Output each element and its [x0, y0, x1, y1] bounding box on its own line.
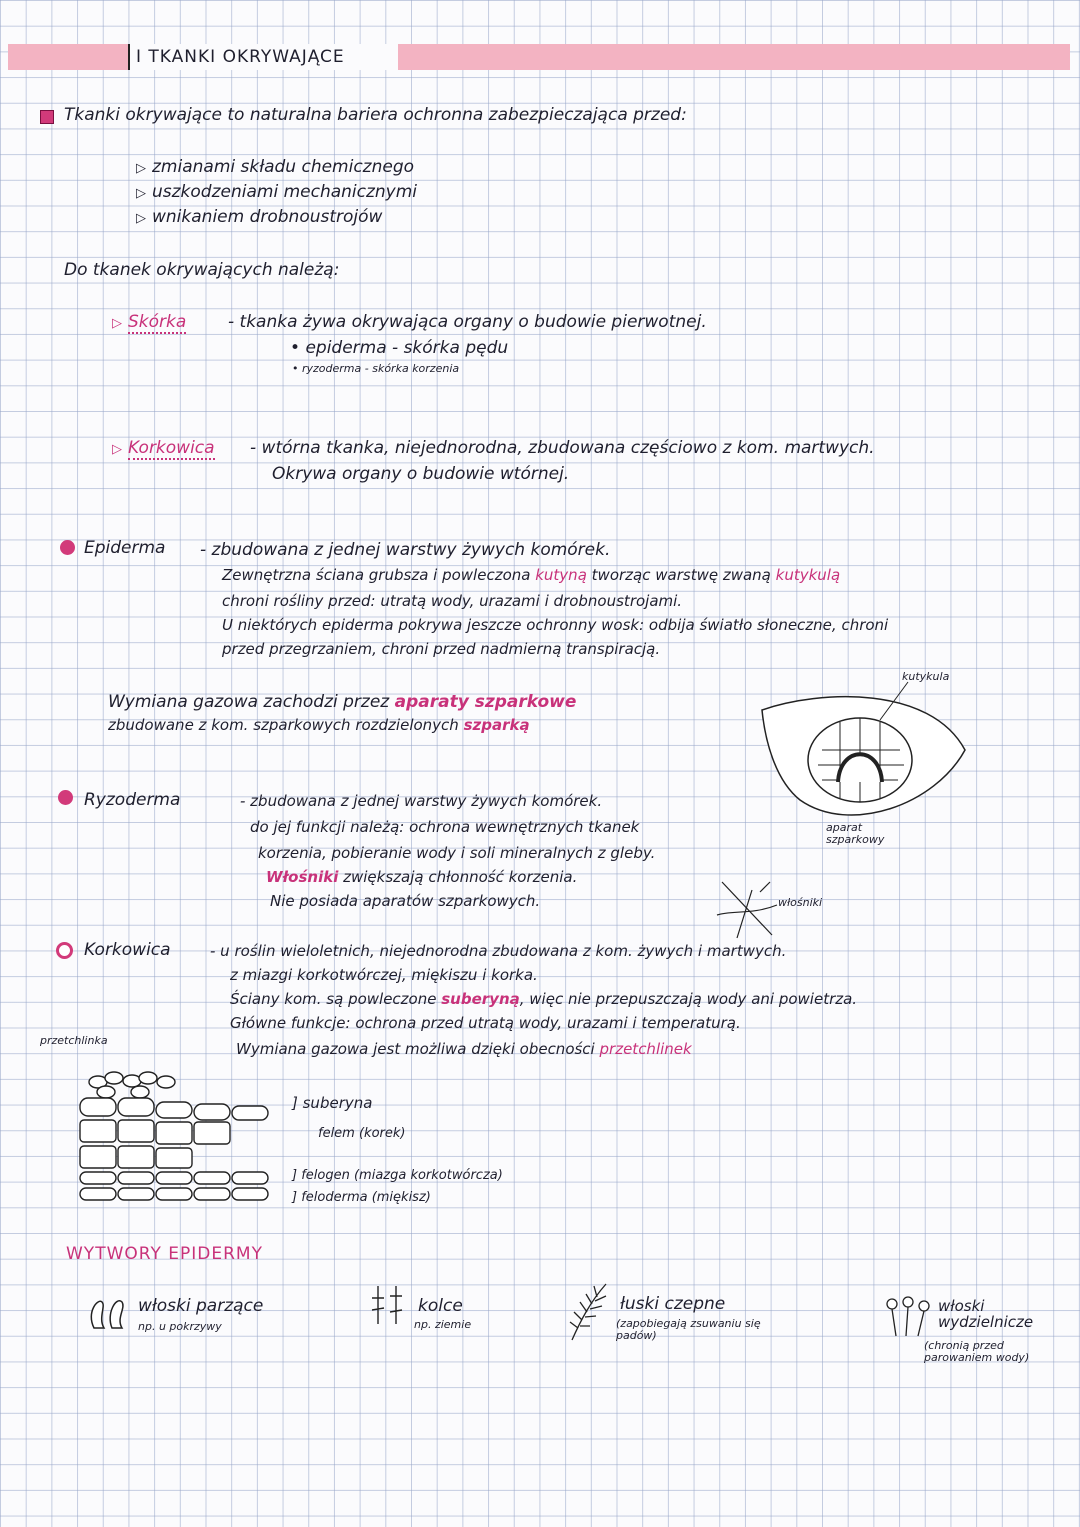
korkowica-line-4: Główne funkcje: ochrona przed utratą wody, urazami i temperaturą.	[230, 1014, 741, 1032]
glandular-hairs-icon	[884, 1296, 934, 1338]
intro-lead: Tkanki okrywające to naturalna bariera ochronna zabezpieczająca przed:	[64, 105, 687, 125]
przetchlinka-label: przetchlinka	[40, 1034, 108, 1047]
kutyna-term: kutyną	[535, 566, 587, 584]
korkowica-heading: Korkowica	[84, 940, 171, 960]
wytwory-note-3: (zapobiegają zsuwaniu się padów)	[616, 1317, 761, 1342]
wytwory-item-1: włoski parzące	[138, 1296, 264, 1316]
cork-diagram	[78, 1072, 298, 1212]
felem-layer	[80, 1120, 230, 1168]
wlosniki-label: włośniki	[778, 896, 823, 909]
epiderma-line-4: U niektórych epiderma pokrywa jeszcze ochronny wosk: odbija światło słoneczne, chroni	[222, 616, 889, 634]
belongs-lead: Do tkanek okrywających należą:	[64, 260, 340, 280]
skorka-sub-1: • epiderma - skórka pędu	[290, 338, 509, 358]
aparaty-szparkowe-term: aparaty szparkowe	[394, 692, 577, 712]
page-title: I TKANKI OKRYWAJĄCE	[136, 47, 345, 67]
ryzoderma-line-3: korzenia, pobieranie wody i soli mineralnych z gleby.	[258, 844, 656, 862]
intro-item-1: ▷ zmianami składu chemicznego	[136, 157, 414, 177]
feloderma-label: ] feloderma (miękisz)	[292, 1190, 431, 1205]
korkowica-def-2: Okrywa organy o budowie wtórnej.	[272, 464, 570, 484]
intro-item-2: ▷ uszkodzeniami mechanicznymi	[136, 182, 417, 202]
skorka-sub-2-text: ryzoderma - skórka korzenia	[302, 362, 460, 375]
ryzoderma-line-5: Nie posiada aparatów szparkowych.	[270, 892, 541, 910]
clinging-scales-icon	[566, 1282, 612, 1342]
epiderma-line-5: przed przegrzaniem, chroni przed nadmierną transpiracją.	[222, 640, 661, 658]
korkowica-line-1: - u roślin wieloletnich, niejednorodna zbudowana z kom. żywych i martwych.	[210, 942, 787, 960]
korkowica-line-5a: Wymiana gazowa jest możliwa dzięki obecności	[236, 1040, 595, 1058]
wlosniki-term: Włośniki	[266, 868, 339, 886]
ryzoderma-line-1: - zbudowana z jednej warstwy żywych komórek.	[240, 792, 603, 810]
skorka-term	[112, 312, 186, 332]
epiderma-line-3: chroni rośliny przed: utratą wody, urazami i drobnoustrojami.	[222, 592, 683, 610]
wytwory-item-3: łuski czepne	[620, 1294, 726, 1314]
wytwory-note-1: np. u pokrzywy	[138, 1320, 222, 1333]
korkowica-line-3c: , więc nie przepuszczają wody ani powietrza.	[519, 990, 858, 1008]
ryzoderma-bullet-icon	[58, 790, 73, 805]
korkowica-line-2: z miazgi korkotwórczej, miękiszu i korka.	[230, 966, 538, 984]
ryzoderma-heading: Ryzoderma	[84, 790, 181, 810]
gas-exchange-2a: zbudowane z kom. szparkowych rozdzielonych	[108, 716, 459, 734]
epiderma-bullet-icon	[60, 540, 75, 555]
ryzoderma-line-4	[266, 868, 577, 886]
suberyna-layer	[80, 1098, 268, 1120]
gas-exchange-line-2	[108, 716, 530, 734]
kutykula-term: kutykulą	[775, 566, 841, 584]
suberyna-label: ] suberyna	[292, 1094, 373, 1112]
skorka-term-text: Skórka	[128, 312, 187, 332]
intro-item-3: ▷ wnikaniem drobnoustrojów	[136, 207, 382, 227]
skorka-sub-2: • ryzoderma - skórka korzenia	[292, 362, 460, 375]
korkowica-term	[112, 438, 215, 458]
lenticel-cells	[89, 1072, 175, 1098]
korkowica-term-text: Korkowica	[128, 438, 215, 458]
szparka-term: szparką	[463, 716, 530, 734]
korkowica-line-3	[230, 990, 857, 1008]
epiderma-line-2a: Zewnętrzna ściana grubsza i powleczona	[222, 566, 531, 584]
kutykula-label: kutykula	[902, 670, 950, 683]
epiderma-line-1: - zbudowana z jednej warstwy żywych komórek.	[200, 540, 611, 560]
suberyna-term: suberyną	[441, 990, 520, 1008]
stinging-hairs-icon	[84, 1292, 140, 1332]
epiderma-heading: Epiderma	[84, 538, 166, 558]
gas-exchange-line-1	[108, 692, 576, 712]
wytwory-item-4: włoski wydzielnicze	[938, 1297, 1034, 1331]
wytwory-note-4: (chronią przed parowaniem wody)	[924, 1339, 1030, 1364]
ryzoderma-line-4b: zwiększają chłonność korzenia.	[343, 868, 578, 886]
gas-exchange-1a: Wymiana gazowa zachodzi przez	[108, 692, 390, 712]
square-bullet-icon	[40, 110, 54, 124]
ryzoderma-line-2: do jej funkcji należą: ochrona wewnętrznych tkanek	[250, 818, 640, 836]
stomata-diagram	[760, 690, 970, 830]
wytwory-note-2: np. ziemie	[414, 1318, 472, 1331]
root-hairs-drawing	[712, 880, 782, 940]
korkowica-line-3a: Ściany kom. są powleczone	[230, 990, 437, 1008]
skorka-sub-1-text: epiderma - skórka pędu	[305, 338, 509, 358]
feloderma-layer	[80, 1188, 268, 1200]
aparat-label: aparat szparkowy	[826, 821, 885, 846]
thorns-icon	[370, 1284, 406, 1326]
epiderma-line-2	[222, 566, 840, 584]
skorka-def: - tkanka żywa okrywająca organy o budowie pierwotnej.	[228, 312, 707, 332]
felogen-layer	[80, 1172, 268, 1184]
przetchlinek-term: przetchlinek	[599, 1040, 692, 1058]
felem-label: felem (korek)	[318, 1126, 406, 1141]
korkowica-line-5	[236, 1040, 692, 1058]
epiderma-line-2c: tworząc warstwę zwaną	[591, 566, 771, 584]
korkowica-def: - wtórna tkanka, niejednorodna, zbudowana częściowo z kom. martwych.	[250, 438, 875, 458]
felogen-label: ] felogen (miazga korkotwórcza)	[292, 1168, 503, 1183]
wytwory-item-2: kolce	[418, 1296, 463, 1316]
wytwory-heading: WYTWORY EPIDERMY	[66, 1244, 263, 1264]
korkowica-bullet-icon	[56, 942, 73, 959]
